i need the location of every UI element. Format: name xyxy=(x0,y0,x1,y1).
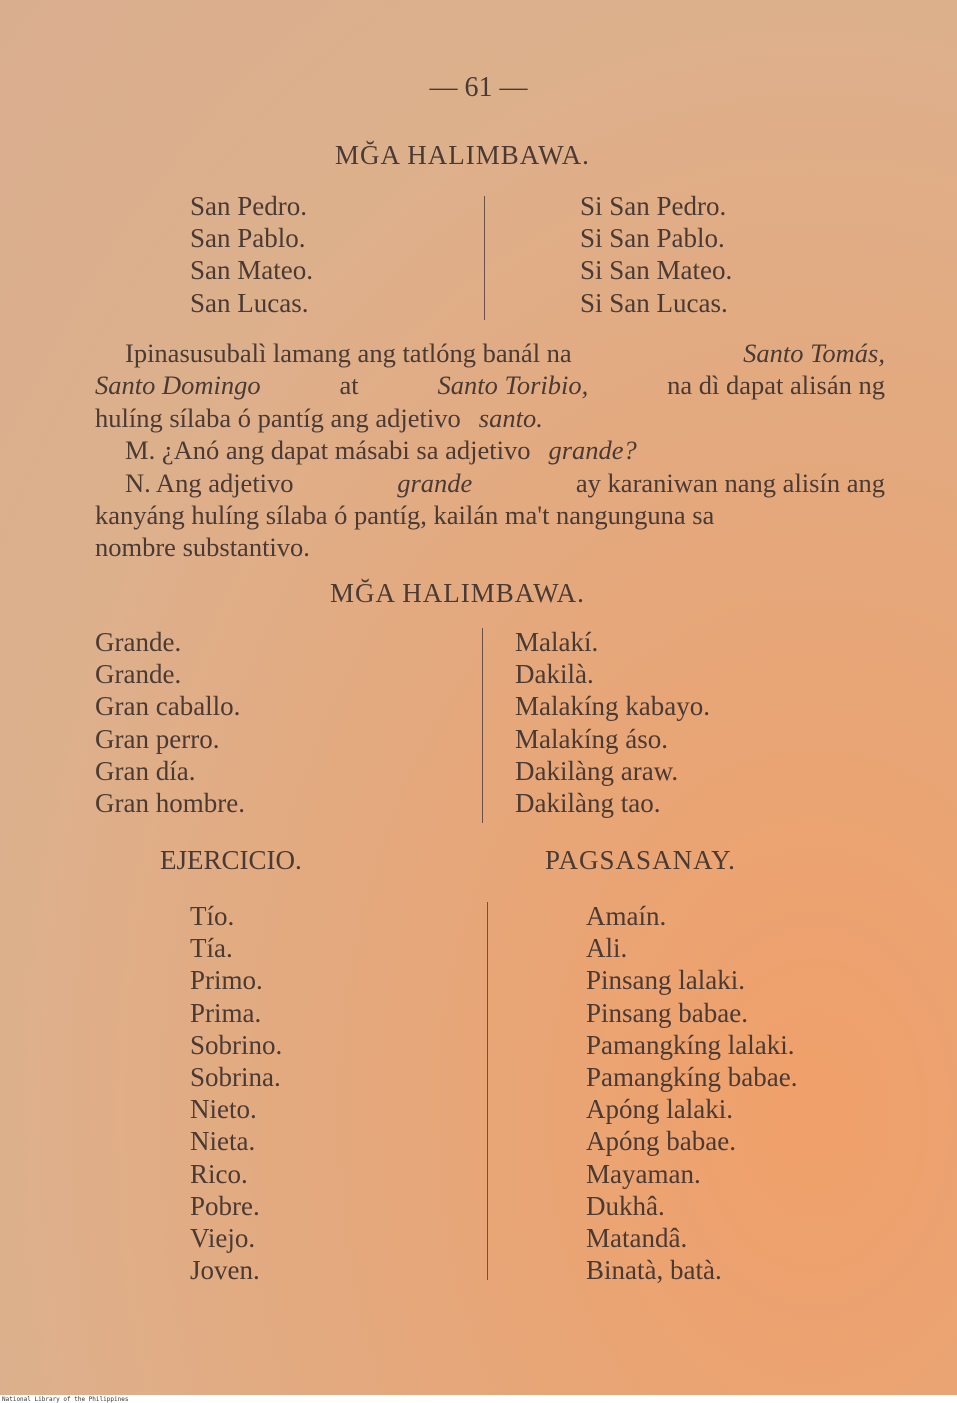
section1-heading: MĞA HALIMBAWA. xyxy=(335,140,590,170)
list-item: Si San Lucas. xyxy=(580,287,728,318)
list-item: Ali. xyxy=(586,933,628,964)
list-item: Pinsang lalaki. xyxy=(586,965,745,996)
answer-text: kanyáng hulíng sílaba ó pantíg, kailán ma't nangunguna sa xyxy=(95,500,715,531)
list-item: Gran perro. xyxy=(95,723,220,754)
exercise-heading: EJERCICIO. xyxy=(160,845,302,875)
list-item: Grande. xyxy=(95,659,182,690)
list-item: San Mateo. xyxy=(190,255,313,286)
list-item: Malakí. xyxy=(515,627,599,657)
exercise-left-list xyxy=(190,900,282,1286)
list-item: Mayaman. xyxy=(586,1158,701,1189)
list-item: Joven. xyxy=(190,1255,260,1286)
list-item: Sobrino. xyxy=(190,1029,283,1060)
list-item: Apóng lalaki. xyxy=(586,1094,733,1125)
list-item: Dakilàng tao. xyxy=(515,788,661,819)
italic-term: santo. xyxy=(478,402,543,433)
list-item: Rico. xyxy=(190,1158,248,1189)
list-item: Nieto. xyxy=(190,1094,257,1125)
list-item: San Lucas. xyxy=(190,287,309,318)
list-item: Dakilàng araw. xyxy=(515,755,679,786)
list-item: Pamangkíng lalaki. xyxy=(586,1029,795,1060)
column-divider xyxy=(482,628,483,823)
list-item: Apóng babae. xyxy=(586,1126,736,1157)
footer-credit: National Library of the Philippines xyxy=(2,1396,129,1403)
paragraph-line xyxy=(95,402,885,434)
explanation-paragraph xyxy=(95,337,885,564)
list-item: Dukhâ. xyxy=(586,1190,665,1221)
list-item: Amaín. xyxy=(586,901,667,931)
list-item: Tía. xyxy=(190,933,233,964)
section1-left-list xyxy=(190,190,313,319)
section1-right-list xyxy=(580,190,732,319)
list-item: Sobrina. xyxy=(190,1062,281,1093)
section2-heading: MĞA HALIMBAWA. xyxy=(330,578,585,608)
list-item: Dakilà. xyxy=(515,659,594,690)
list-item: Malakíng kabayo. xyxy=(515,691,710,722)
italic-term: Santo Domingo xyxy=(95,370,261,401)
paragraph-line xyxy=(95,337,885,369)
list-item: San Pablo. xyxy=(190,223,306,254)
paragraph-text: at xyxy=(339,370,359,401)
page-number: — 61 — xyxy=(429,72,528,103)
exercise-right-list xyxy=(586,900,797,1286)
list-item: Gran caballo. xyxy=(95,691,241,722)
list-item: Binatà, batà. xyxy=(586,1255,722,1286)
paragraph-text: Ipinasusubalì lamang ang tatlóng banál na xyxy=(125,338,572,368)
list-item: Pinsang babae. xyxy=(586,997,748,1028)
answer-line xyxy=(95,531,885,563)
pagsasanay-heading: PAGSASANAY. xyxy=(545,845,736,875)
list-item: San Pedro. xyxy=(190,191,307,221)
answer-text: ay karaniwan nang alisín ang xyxy=(575,467,885,498)
question-text: M. ¿Anó ang dapat másabi sa adjetivo xyxy=(125,435,531,466)
list-item: Si San Pablo. xyxy=(580,223,725,254)
list-item: Primo. xyxy=(190,965,263,996)
italic-term: Santo Tomás, xyxy=(743,338,885,368)
list-item: Si San Pedro. xyxy=(580,191,727,221)
italic-term: grande xyxy=(397,467,473,498)
question-line xyxy=(95,434,885,466)
list-item: Pobre. xyxy=(190,1190,260,1221)
answer-text: nombre substantivo. xyxy=(95,532,310,563)
paragraph-line xyxy=(95,369,885,401)
list-item: Tío. xyxy=(190,901,235,931)
section2-left-list xyxy=(95,626,245,819)
italic-term: Santo Toribio, xyxy=(437,370,589,401)
paragraph-text: hulíng sílaba ó pantíg ang adjetivo xyxy=(95,402,461,433)
column-divider xyxy=(487,902,488,1280)
list-item: Nieta. xyxy=(190,1126,256,1157)
paragraph-text: na dì dapat alisán ng xyxy=(667,370,885,401)
answer-line xyxy=(95,499,885,531)
section2-right-list xyxy=(515,626,710,819)
list-item: Viejo. xyxy=(190,1223,256,1254)
list-item: Gran hombre. xyxy=(95,788,245,819)
italic-term: grande? xyxy=(548,435,637,466)
list-item: Gran día. xyxy=(95,755,196,786)
list-item: Malakíng áso. xyxy=(515,723,668,754)
list-item: Prima. xyxy=(190,997,262,1028)
list-item: Matandâ. xyxy=(586,1223,688,1254)
column-divider xyxy=(484,196,485,320)
list-item: Pamangkíng babae. xyxy=(586,1062,798,1093)
answer-text: N. Ang adjetivo xyxy=(125,467,294,498)
answer-line xyxy=(95,467,885,499)
list-item: Grande. xyxy=(95,627,182,657)
list-item: Si San Mateo. xyxy=(580,255,733,286)
